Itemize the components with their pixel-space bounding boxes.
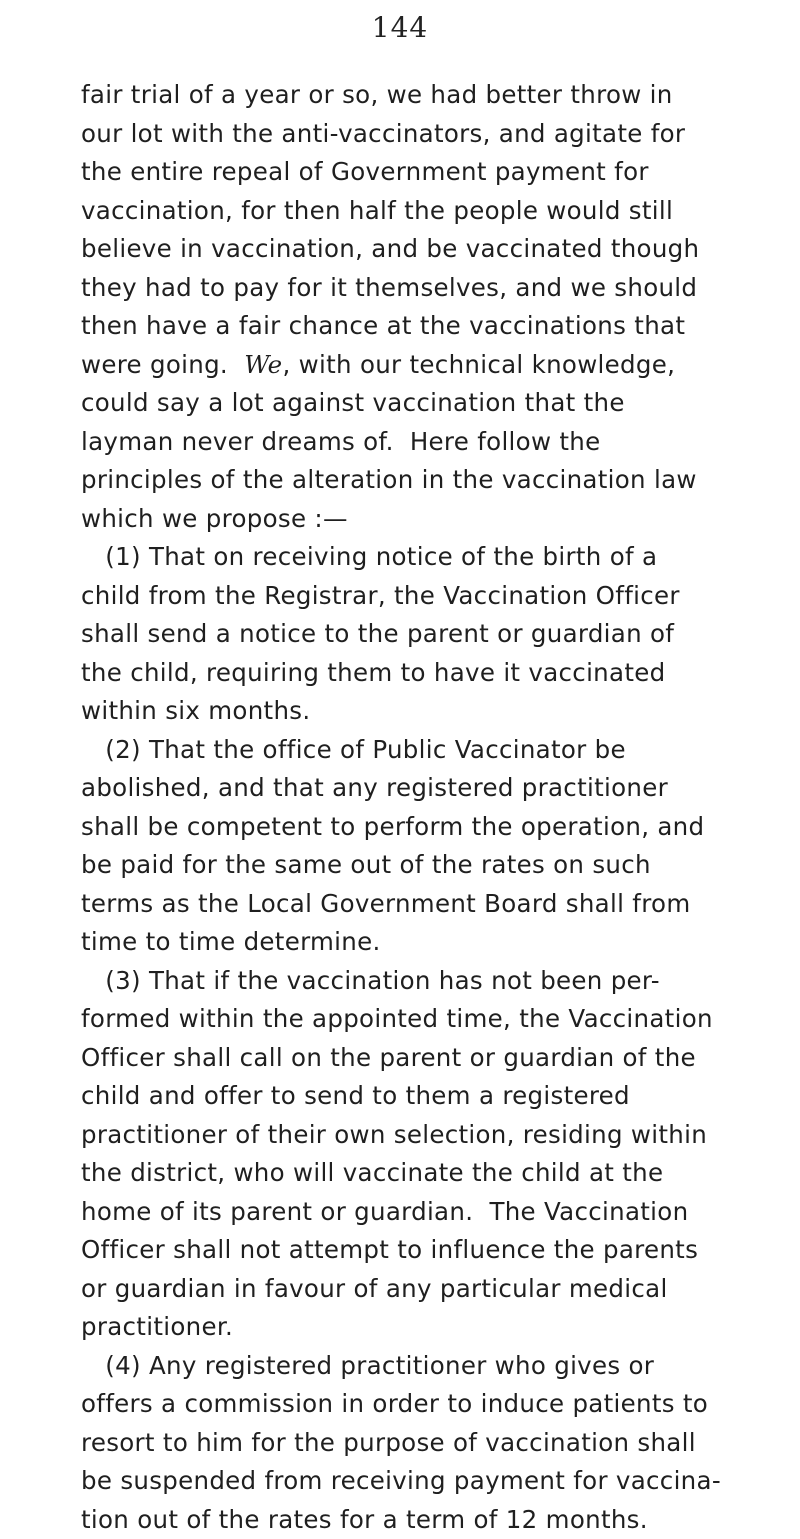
- text-line: vaccination, for then half the people would still: [81, 192, 800, 231]
- text-line: practitioner.: [81, 1308, 800, 1347]
- text-line: (1) That on receiving notice of the birth of a: [81, 538, 800, 577]
- text-line: (4) Any registered practitioner who gives or: [81, 1347, 800, 1386]
- text-line: or guardian in favour of any particular medical: [81, 1270, 800, 1309]
- text-line: Officer shall not attempt to influence the parents: [81, 1231, 800, 1270]
- text-line: (3) That if the vaccination has not been per-: [81, 962, 800, 1001]
- text-line: abolished, and that any registered practitioner: [81, 769, 800, 808]
- text-line: be paid for the same out of the rates on such: [81, 846, 800, 885]
- text-line: then have a fair chance at the vaccinations that: [81, 307, 800, 346]
- text-line: tion out of the rates for a term of 12 months.: [81, 1501, 800, 1539]
- text-line: believe in vaccination, and be vaccinated though: [81, 230, 800, 269]
- text-line: Officer shall call on the parent or guardian of the: [81, 1039, 800, 1078]
- text-line: fair trial of a year or so, we had better throw in: [81, 76, 800, 115]
- text-line: the district, who will vaccinate the child at the: [81, 1154, 800, 1193]
- text-line: child from the Registrar, the Vaccination Officer: [81, 577, 800, 616]
- text-line: offers a commission in order to induce patients to: [81, 1385, 800, 1424]
- text-line: (2) That the office of Public Vaccinator be: [81, 731, 800, 770]
- text-line: the entire repeal of Government payment for: [81, 153, 800, 192]
- text-line: practitioner of their own selection, residing within: [81, 1116, 800, 1155]
- text-line: layman never dreams of. Here follow the: [81, 423, 800, 462]
- emphasis: We: [244, 350, 282, 379]
- text-line: our lot with the anti-vaccinators, and agitate for: [81, 115, 800, 154]
- text-line: could say a lot against vaccination that the: [81, 384, 800, 423]
- text-line: child and offer to send to them a registered: [81, 1077, 800, 1116]
- page-number: 144: [0, 8, 800, 48]
- text-line: formed within the appointed time, the Vaccination: [81, 1000, 800, 1039]
- text-line: were going. We, with our technical knowledge,: [81, 346, 800, 385]
- text-line: terms as the Local Government Board shall from: [81, 885, 800, 924]
- text-line: they had to pay for it themselves, and we should: [81, 269, 800, 308]
- text-line: time to time determine.: [81, 923, 800, 962]
- text-line: principles of the alteration in the vaccination law: [81, 461, 800, 500]
- text-line: shall be competent to perform the operation, and: [81, 808, 800, 847]
- text-line: home of its parent or guardian. The Vaccination: [81, 1193, 800, 1232]
- text-line: which we propose :—: [81, 500, 800, 539]
- text-line: within six months.: [81, 692, 800, 731]
- text-line: be suspended from receiving payment for vaccina-: [81, 1462, 800, 1501]
- text-line: resort to him for the purpose of vaccination shall: [81, 1424, 800, 1463]
- text-line: the child, requiring them to have it vaccinated: [81, 654, 800, 693]
- page-text-body: [81, 76, 800, 1539]
- text-line: shall send a notice to the parent or guardian of: [81, 615, 800, 654]
